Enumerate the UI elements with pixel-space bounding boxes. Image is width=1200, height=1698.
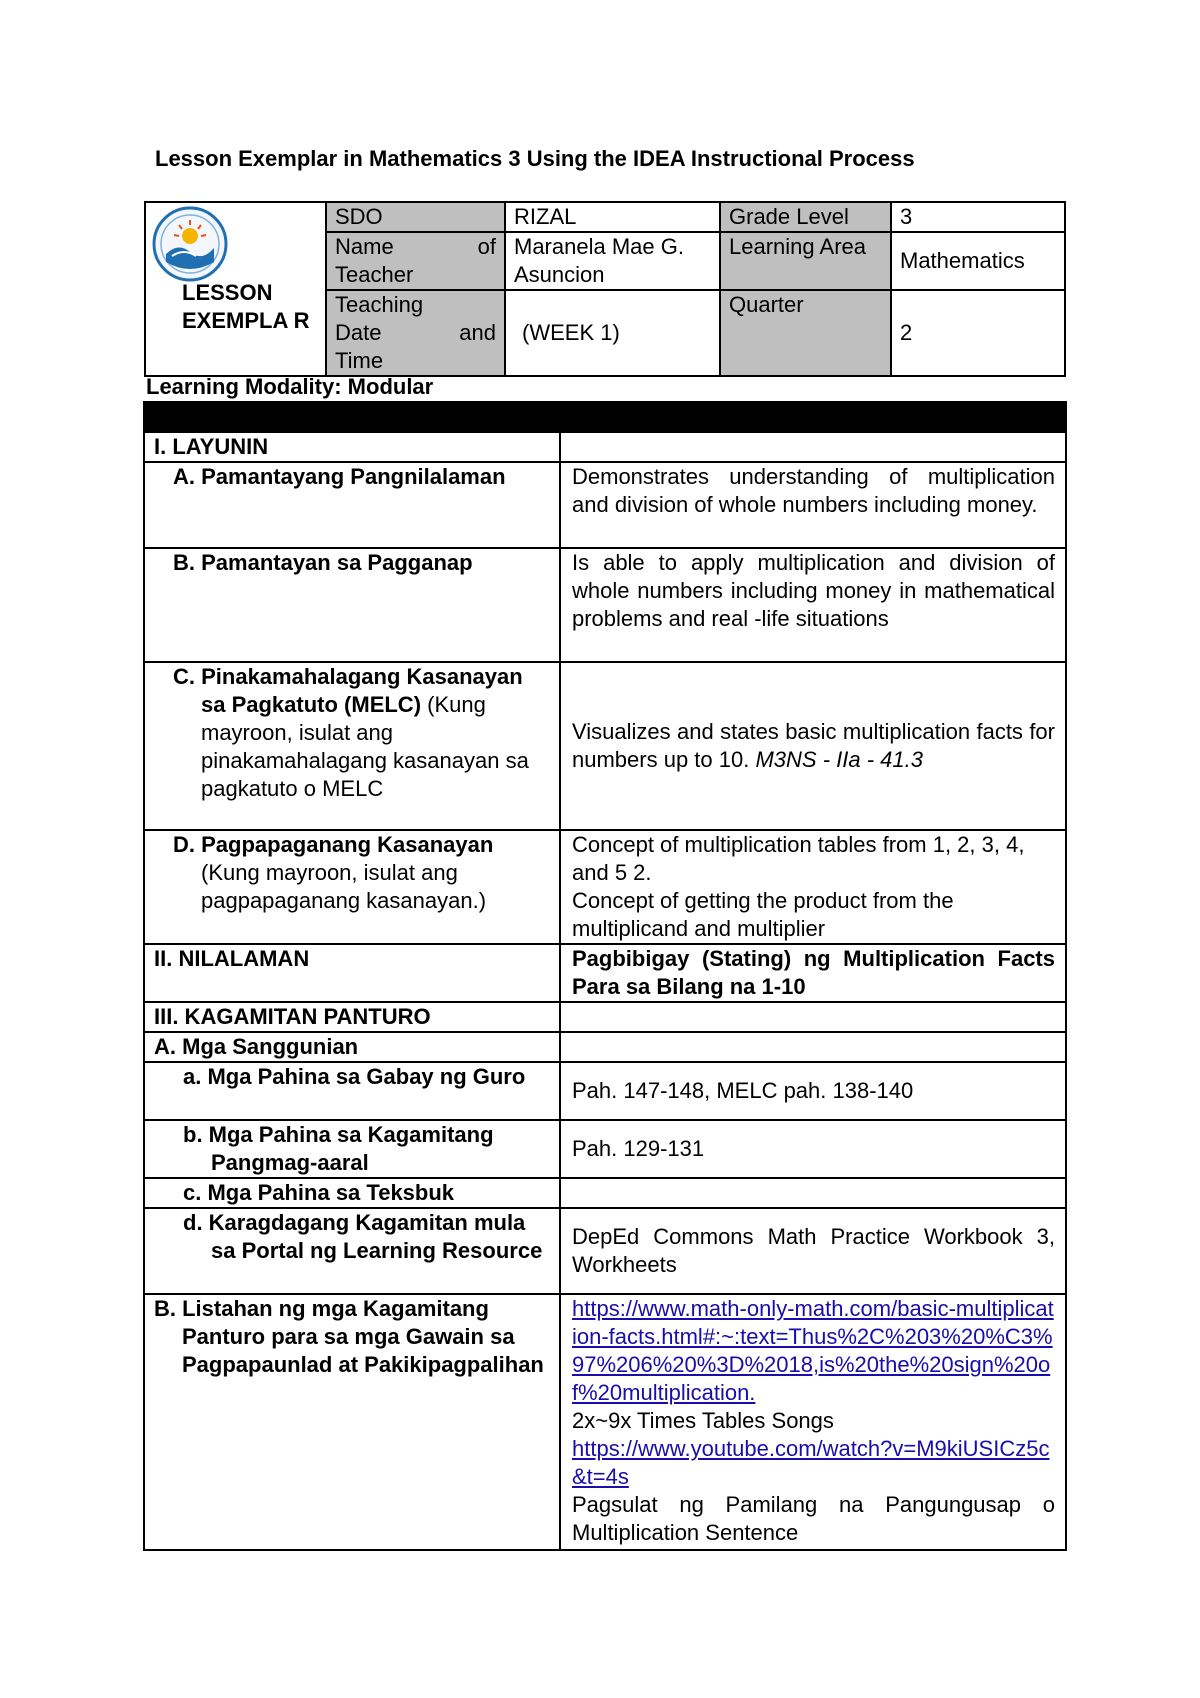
teacher-label-line-2: Teacher (335, 262, 414, 287)
pagsulat-text: Pagsulat ng Pamilang na Pangungusap o Multiplication Sentence (572, 1492, 1055, 1545)
table-row (144, 1208, 1066, 1294)
listahan-label (144, 1294, 560, 1550)
listahan-value (560, 1294, 1066, 1550)
portal-learning-resource-label (144, 1208, 560, 1294)
table-row (144, 462, 1066, 548)
teaching-date-label (326, 290, 505, 376)
header-table (144, 201, 1066, 377)
logo-cell (145, 202, 326, 376)
melc-code: M3NS - IIa - 41.3 (755, 747, 923, 772)
date-label-line-1: Teaching (335, 292, 424, 317)
lesson-table (143, 401, 1067, 1551)
kagamitang-pangmag-aaral-label (144, 1120, 560, 1178)
table-row (144, 1294, 1066, 1550)
table-row (144, 1062, 1066, 1120)
deped-seal-icon (152, 206, 228, 282)
concept-line-2: Concept of getting the product from the multiplicand and multiplier (572, 888, 954, 941)
teacher-name-value: Maranela Mae G. Asuncion (505, 232, 720, 290)
gabay-ng-guro-label (144, 1062, 560, 1120)
times-tables-songs: 2x~9x Times Tables Songs (572, 1408, 834, 1433)
teksbuk-label: c. Mga Pahina sa Teksbuk (144, 1178, 560, 1208)
nilalaman-value: Pagbibigay (Stating) ng Multiplication Facts Para sa Bilang na 1-10 (560, 944, 1066, 1002)
learning-area-value: Mathematics (891, 232, 1065, 290)
pagpapaganang-kasanayan-label (144, 830, 560, 944)
sdo-label: SDO (326, 202, 505, 232)
table-row (144, 1178, 1066, 1208)
table-row (144, 830, 1066, 944)
table-row (144, 1002, 1066, 1032)
pamantayan-sa-pagganap-label: B. Pamantayan sa Pagganap (144, 548, 560, 662)
table-row (144, 432, 1066, 462)
portal-learning-resource-value: DepEd Commons Math Practice Workbook 3, Workheets (560, 1208, 1066, 1294)
lesson-exemplar-label: LESSON EXEMPLA R (182, 280, 310, 333)
quarter-value: 2 (891, 290, 1065, 376)
quarter-label: Quarter (720, 290, 891, 376)
kagamitan-panturo-label: III. KAGAMITAN PANTURO (144, 1002, 560, 1032)
melc-label (144, 662, 560, 830)
melc-label-note: (Kung mayroon, isulat ang pinakamahalagang kasanayan sa pagkatuto o MELC (201, 692, 529, 801)
pamantayan-sa-pagganap-value: Is able to apply multiplication and division of whole numbers including money in mathematical problems and real -life situations (560, 548, 1066, 662)
table-row (144, 944, 1066, 1002)
table-row (144, 662, 1066, 830)
youtube-link[interactable]: https://www.youtube.com/watch?v=M9kiUSICz5c&t=4s (572, 1436, 1050, 1489)
layunin-label: I. LAYUNIN (144, 432, 560, 462)
pagpapaganang-kasanayan-bold: D. Pagpapaganang Kasanayan (173, 832, 494, 857)
table-row (144, 1120, 1066, 1178)
pagpapaganang-kasanayan-value (560, 830, 1066, 944)
table-row (144, 1032, 1066, 1062)
learning-area-label: Learning Area (720, 232, 891, 290)
gabay-ng-guro-text: a. Mga Pahina sa Gabay ng Guro (183, 1064, 526, 1089)
math-only-math-link[interactable]: https://www.math-only-math.com/basic-multiplication-facts.html#:~:text=Thus%2C%203%20%C3%97%206%20%3D%2018,is%20the%20sign%20of%20multiplication. (572, 1296, 1054, 1405)
teaching-date-value: (WEEK 1) (505, 290, 720, 376)
melc-value-text: Visualizes and states basic multiplication facts for numbers up to 10. (572, 719, 1055, 772)
pamantayang-pangnilalaman-value: Demonstrates understanding of multiplication and division of whole numbers including money. (560, 462, 1066, 548)
date-label-line-3: Time (335, 348, 384, 373)
grade-level-value: 3 (891, 202, 1065, 232)
mga-sanggunian-label: A. Mga Sanggunian (144, 1032, 560, 1062)
table-row (144, 548, 1066, 662)
grade-level-label: Grade Level (720, 202, 891, 232)
nilalaman-label: II. NILALAMAN (144, 944, 560, 1002)
melc-value (560, 662, 1066, 830)
concept-line-1: Concept of multiplication tables from 1, 2, 3, 4, and 5 2. (572, 832, 1025, 885)
kagamitang-pangmag-aaral-value: Pah. 129-131 (560, 1120, 1066, 1178)
melc-label-bold: C. Pinakamahalagang Kasanayan sa Pagkatuto (MELC) (173, 664, 523, 717)
kagamitang-pangmag-aaral-text: b. Mga Pahina sa Kagamitang Pangmag-aaral (183, 1122, 494, 1175)
teacher-name-label (326, 232, 505, 290)
learning-modality: Learning Modality: Modular (146, 374, 434, 399)
date-label-line-2: Date and (335, 320, 496, 345)
table-header-row (144, 402, 1066, 432)
pagpapaganang-kasanayan-note: (Kung mayroon, isulat ang pagpapaganang kasanayan.) (201, 860, 487, 913)
sdo-value: RIZAL (505, 202, 720, 232)
listahan-text: B. Listahan ng mga Kagamitang Panturo para sa mga Gawain sa Pagpapaunlad at Pakikipagpalihan (154, 1296, 544, 1377)
pamantayang-pangnilalaman-label: A. Pamantayang Pangnilalaman (144, 462, 560, 548)
page-title: Lesson Exemplar in Mathematics 3 Using the IDEA Instructional Process (155, 146, 915, 171)
portal-learning-resource-text: d. Karagdagang Kagamitan mula sa Portal ng Learning Resource (183, 1210, 543, 1263)
gabay-ng-guro-value: Pah. 147-148, MELC pah. 138-140 (560, 1062, 1066, 1120)
teacher-label-line-1: Name of (335, 234, 496, 259)
